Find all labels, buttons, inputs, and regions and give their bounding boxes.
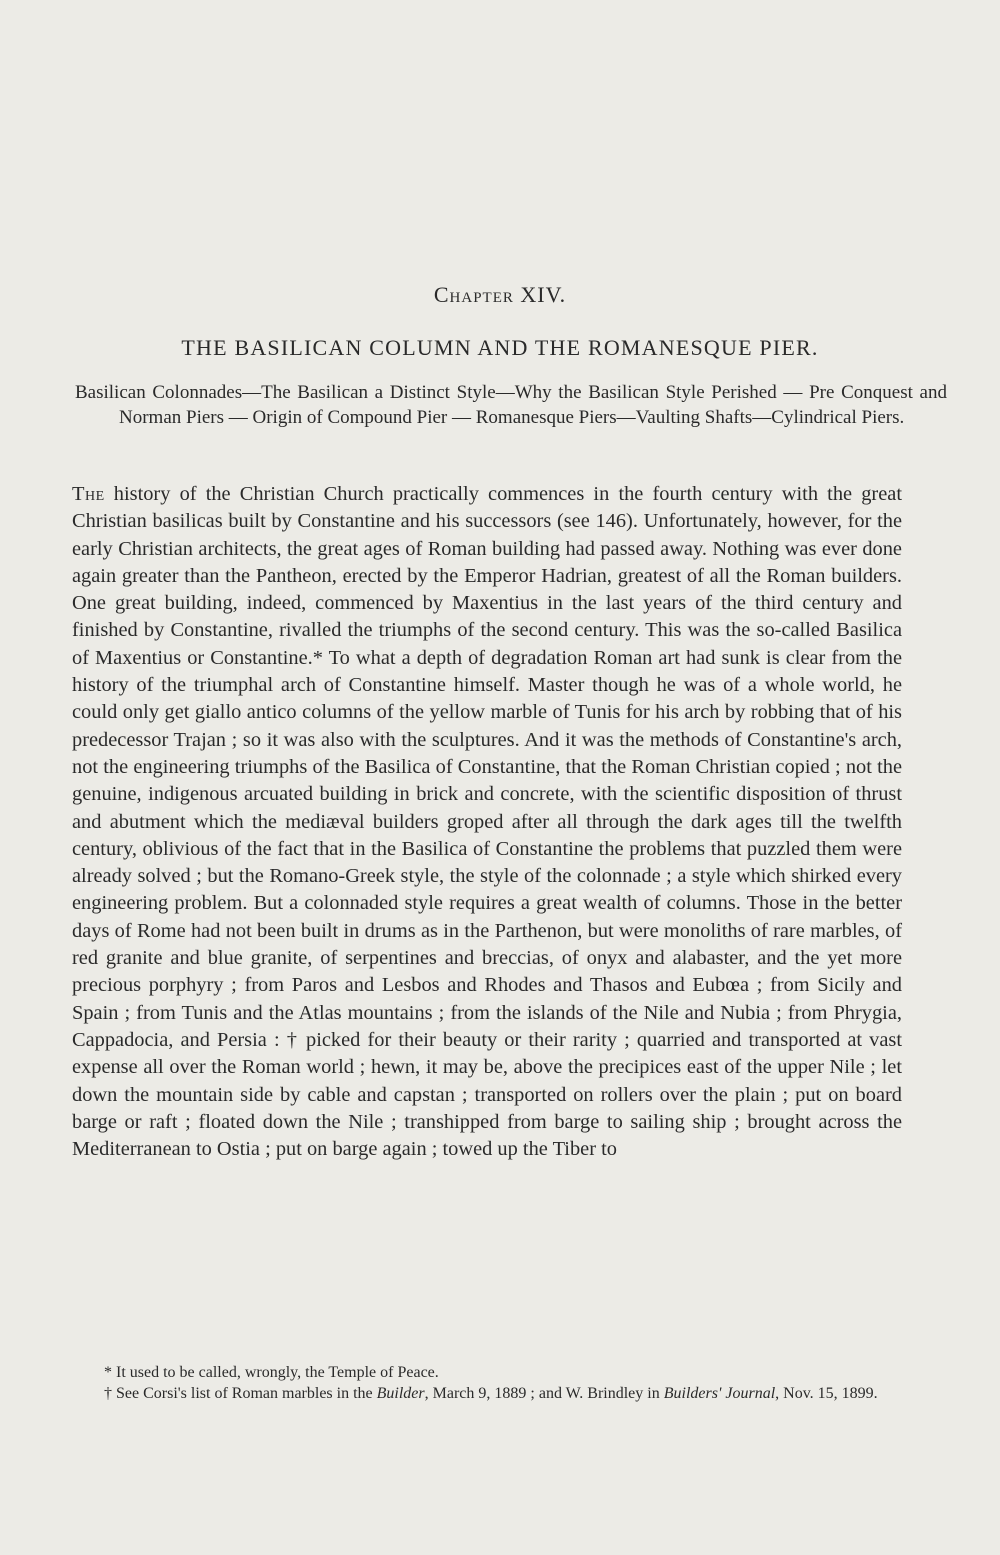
chapter-number: Chapter XIV.	[433, 282, 567, 307]
chapter-title: THE BASILICAN COLUMN AND THE ROMANESQUE PIER.	[181, 335, 819, 360]
footnote-1: * It used to be called, wrongly, the Temple of Peace.	[104, 1364, 439, 1381]
footnotes	[68, 1362, 904, 1404]
chapter-synopsis: Basilican Colonnades—The Basilican a Distinct Style—Why the Basilican Style Perished — Pre Conquest and Norman Piers — Origin of Compound Pier — Romanesque Piers—Vaulting Shafts—Cylindrical Piers.	[75, 382, 947, 428]
footnote-2-end: , Nov. 15, 1899.	[775, 1385, 878, 1402]
footnote-2-lead: † See Corsi's list of Roman marbles in the	[104, 1385, 377, 1402]
footnote-2-middle: , March 9, 1889 ; and W. Brindley in	[424, 1385, 664, 1402]
body-text: history of the Christian Church practically commences in the fourth century with the great Christian basilicas built by Constantine and his successors (see 146). Unfortunately, however, for the early Christian architects, the great ages of Roman building had passed away. Nothing was ever done again greater than the Pantheon, erected by the Emperor Hadrian, greatest of all the Roman builders. One great building, indeed, commenced by Maxentius in the last years of the third century and finished by Constantine, rivalled the triumphs of the second century. This was the so-called Basilica of Maxentius or Constantine.* To what a depth of degradation Roman art had sunk is clear from the history of the triumphal arch of Constantine himself. Master though he was of a whole world, he could only get giallo antico columns of the yellow marble of Tunis for his arch by robbing that of his predecessor Trajan ; so it was also with the sculptures. And it was the methods of Constantine's arch, not the engineering triumphs of the Basilica of Constantine, that the Roman Christian copied ; not the genuine, indigenous arcuated building in brick and concrete, with the scientific disposition of thrust and abutment which the mediæval builders groped after all through the dark ages till the twelfth century, oblivious of the fact that in the Basilica of Constantine the problems that puzzled them were already solved ; but the Romano-Greek style, the style of the colonnade ; a style which shirked every engineering problem. But a colonnaded style requires a great wealth of columns. Those in the better days of Rome had not been built in drums as in the Parthenon, but were monoliths of rare marbles, of red granite and blue granite, of serpentines and breccias, of onyx and alabaster, and the yet more precious porphyry ; from Paros and Lesbos and Rhodes and Thasos and Eubœa ; from Sicily and Spain ; from Tunis and the Atlas mountains ; from the islands of the Nile and Nubia ; from Phrygia, Cappadocia, and Persia : † picked for their beauty or their rarity ; quarried and transported at vast expense all over the Roman world ; hewn, it may be, above the precipices east of the upper Nile ; let down the mountain side by cable and capstan ; transported on rollers over the plain ; put on board barge or raft ; floated down the Nile ; transhipped from barge to sailing ship ; brought across the Mediterranean to Ostia ; put on barge again ; towed up the Tiber to	[72, 483, 902, 1161]
footnote-2-title-builder: Builder	[376, 1385, 425, 1402]
lead-word: The	[72, 483, 105, 505]
body-paragraph	[72, 481, 902, 1163]
footnote-2	[68, 1383, 904, 1404]
footnote-2-title-journal: Builders' Journal	[663, 1385, 776, 1402]
